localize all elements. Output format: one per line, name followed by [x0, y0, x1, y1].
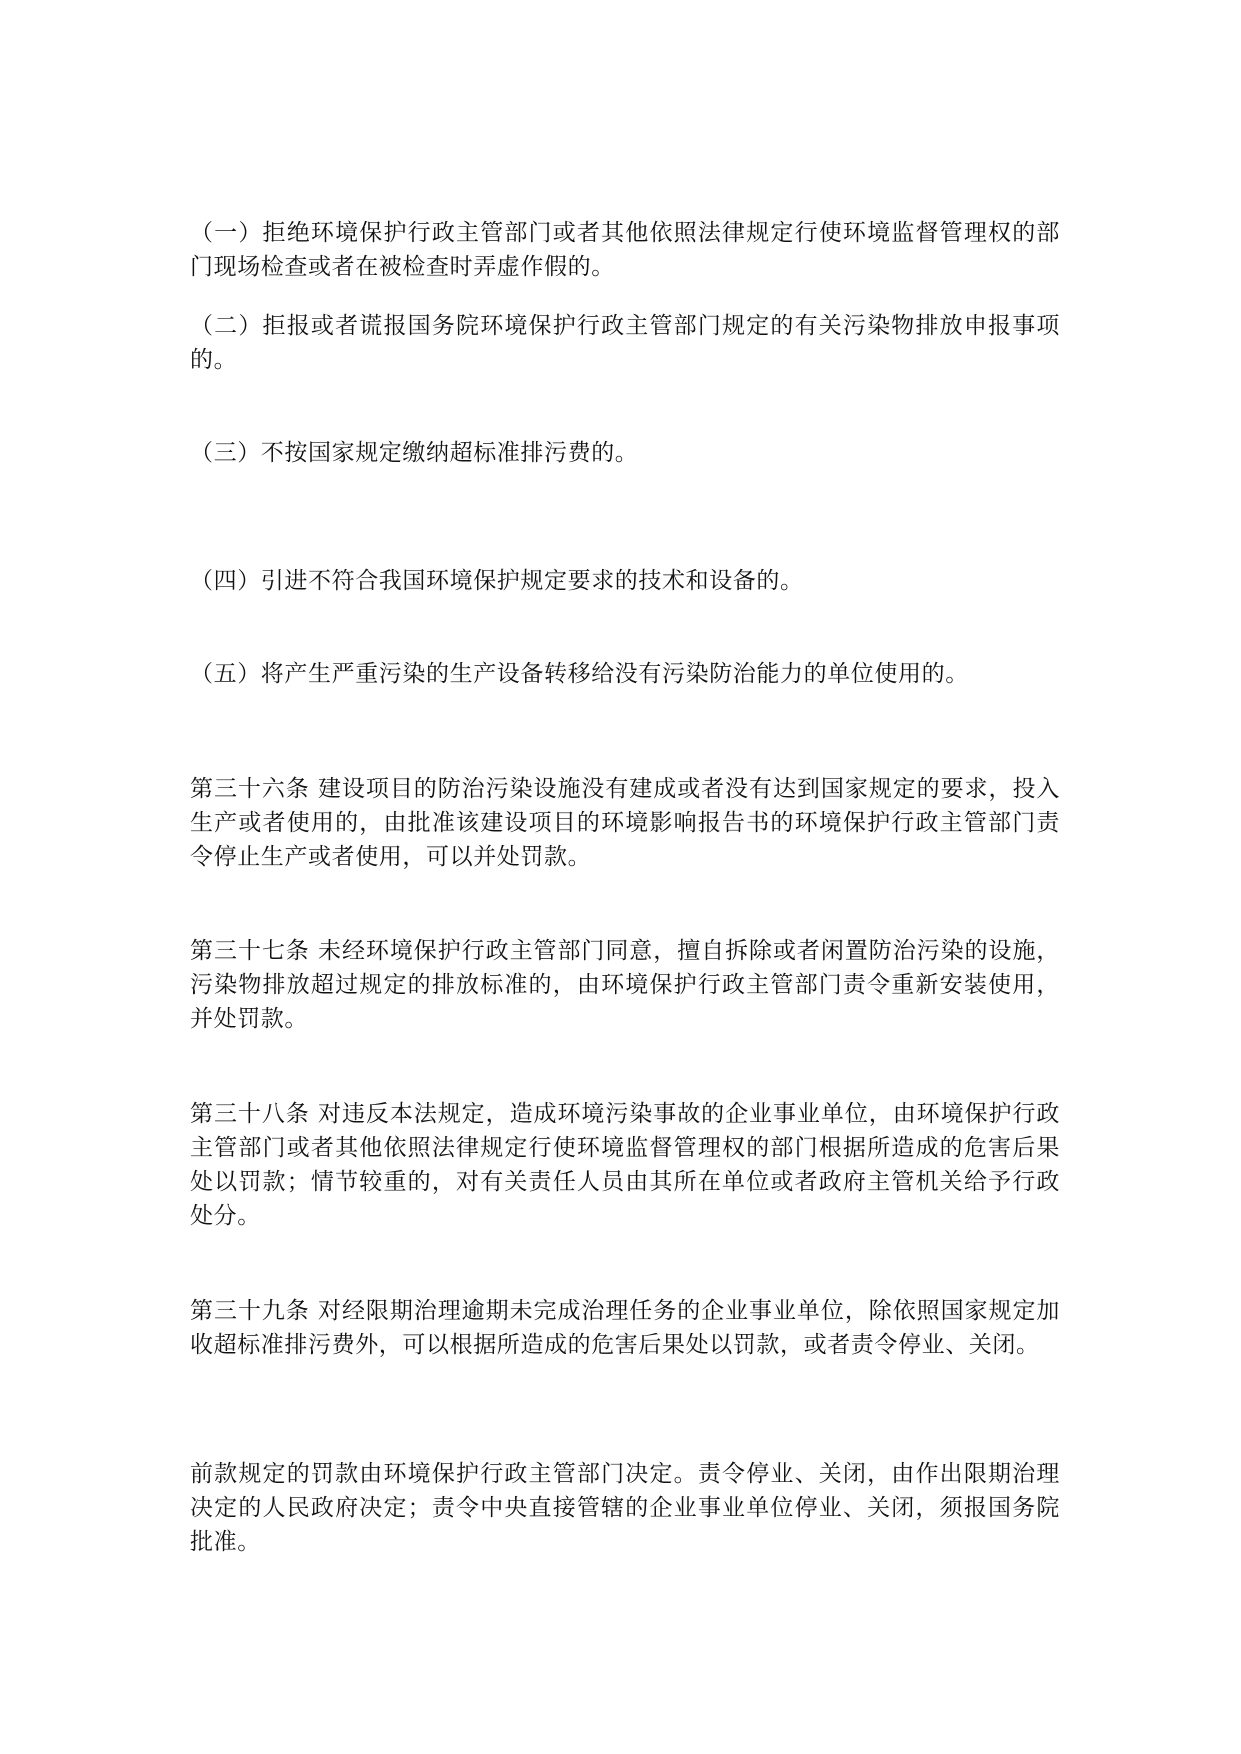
article-37: 第三十七条 未经环境保护行政主管部门同意，擅自拆除或者闲置防治污染的设施，污染物排放超过规定的排放标准的，由环境保护行政主管部门责令重新安装使用，并处罚款。: [190, 938, 1060, 1032]
clause-item-4: （四）引进不符合我国环境保护规定要求的技术和设备的。: [190, 568, 804, 594]
article-38: 第三十八条 对违反本法规定，造成环境污染事故的企业事业单位，由环境保护行政主管部门或者其他依照法律规定行使环境监督管理权的部门根据所造成的危害后果处以罚款；情节较重的，对有关责任人员由其所在单位或者政府主管机关给予行政处分。: [190, 1101, 1060, 1229]
article-39: 第三十九条 对经限期治理逾期未完成治理任务的企业事业单位，除依照国家规定加收超标准排污费外，可以根据所造成的危害后果处以罚款，或者责令停业、关闭。: [190, 1298, 1060, 1358]
clause-item-5: （五）将产生严重污染的生产设备转移给没有污染防治能力的单位使用的。: [190, 661, 969, 687]
article-39-paragraph-2: 前款规定的罚款由环境保护行政主管部门决定。责令停业、关闭，由作出限期治理决定的人民政府决定；责令中央直接管辖的企业事业单位停业、关闭，须报国务院批准。: [190, 1461, 1060, 1555]
clause-item-2: （二）拒报或者谎报国务院环境保护行政主管部门规定的有关污染物排放申报事项的。: [190, 313, 1060, 373]
clause-item-1: （一）拒绝环境保护行政主管部门或者其他依照法律规定行使环境监督管理权的部门现场检查或者在被检查时弄虚作假的。: [190, 220, 1060, 280]
article-36: 第三十六条 建设项目的防治污染设施没有建成或者没有达到国家规定的要求，投入生产或者使用的，由批准该建设项目的环境影响报告书的环境保护行政主管部门责令停止生产或者使用，可以并处罚款。: [190, 776, 1060, 870]
clause-item-3: （三）不按国家规定缴纳超标准排污费的。: [190, 440, 639, 466]
